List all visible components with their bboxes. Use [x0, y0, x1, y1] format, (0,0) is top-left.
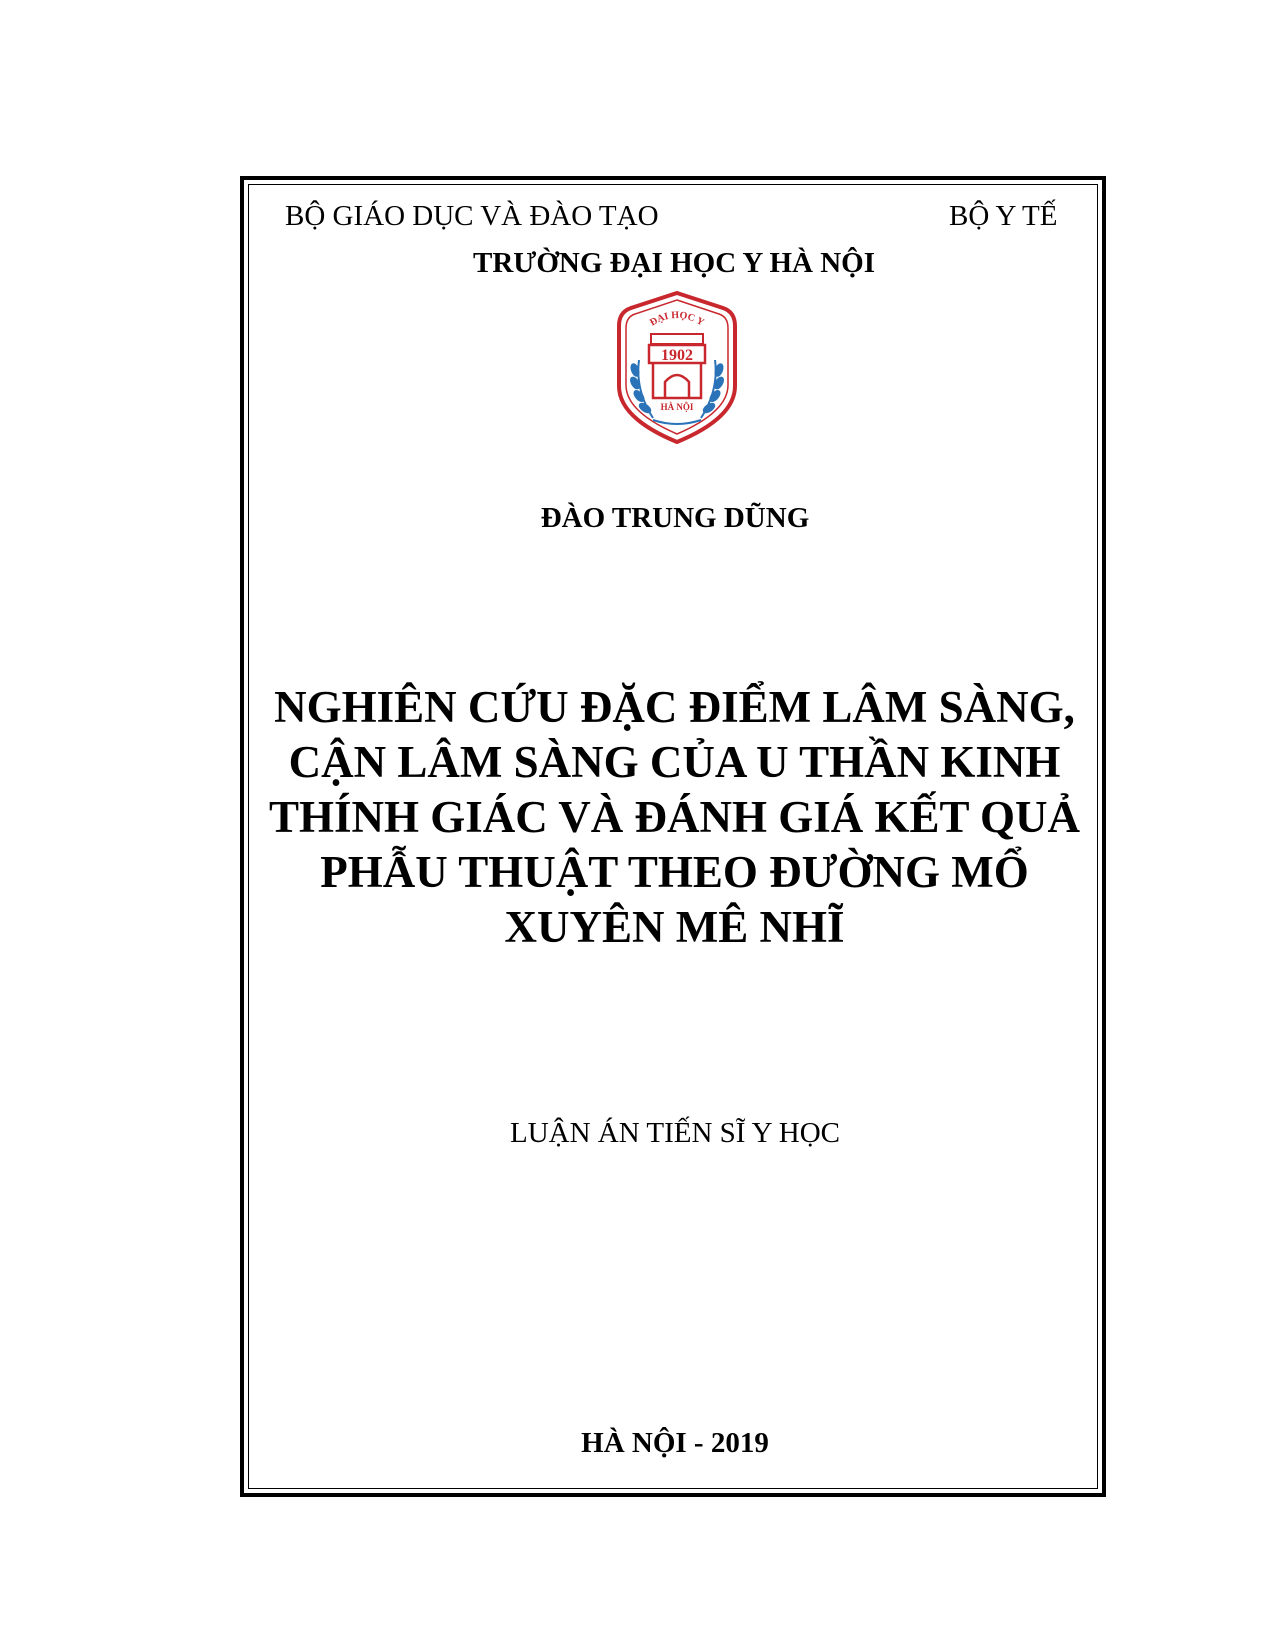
thesis-title-line: NGHIÊN CỨU ĐẶC ĐIỂM LÂM SÀNG,	[274, 682, 1075, 732]
author-name: ĐÀO TRUNG DŨNG	[540, 502, 810, 534]
university-emblem-logo	[613, 290, 741, 445]
ministry-education-heading: BỘ GIÁO DỤC VÀ ĐÀO TẠO	[285, 200, 659, 232]
svg-text:HÀ NỘI: HÀ NỘI	[660, 402, 694, 412]
svg-text:ĐẠI HỌC Y: ĐẠI HỌC Y	[648, 309, 706, 329]
thesis-title-line: PHẪU THUẬT THEO ĐƯỜNG MỔ	[320, 847, 1029, 897]
thesis-title	[252, 680, 1097, 955]
thesis-title-line: XUYÊN MÊ NHĨ	[504, 902, 845, 952]
svg-text:1902: 1902	[661, 347, 693, 364]
thesis-title-line: CẬN LÂM SÀNG CỦA U THẦN KINH	[288, 737, 1061, 787]
place-and-year: HÀ NỘI - 2019	[581, 1427, 769, 1459]
thesis-title-line: THÍNH GIÁC VÀ ĐÁNH GIÁ KẾT QUẢ	[269, 792, 1080, 842]
university-name: TRƯỜNG ĐẠI HỌC Y HÀ NỘI	[473, 247, 875, 279]
degree-type: LUẬN ÁN TIẾN SĨ Y HỌC	[510, 1117, 840, 1149]
ministry-health-heading: BỘ Y TẾ	[949, 200, 1058, 232]
